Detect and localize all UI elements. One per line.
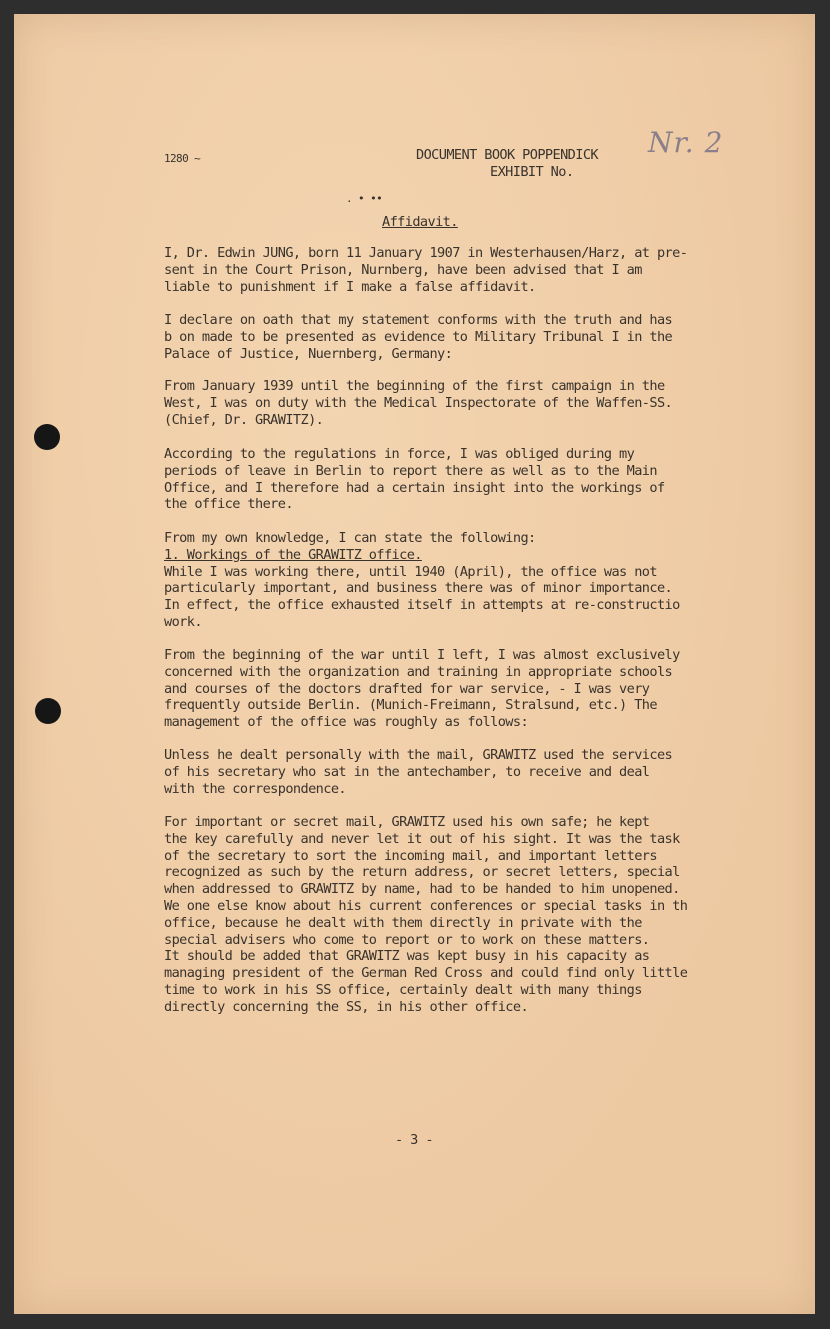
text-line: Palace of Justice, Nuernberg, Germany:	[164, 345, 453, 362]
handwritten-exhibit-number: Nr. 2	[648, 126, 724, 159]
text-line: work.	[164, 613, 202, 630]
document-page	[14, 14, 815, 1314]
text-line: From January 1939 until the beginning of the first campaign in the	[164, 378, 665, 394]
text-line: According to the regulations in force, I was obliged during my	[164, 446, 635, 462]
text-line: recognized as such by the return address, or secret letters, special	[164, 864, 680, 881]
text-line: (Chief, Dr. GRAWITZ).	[164, 411, 324, 428]
punch-hole	[34, 424, 60, 450]
text-line: the office there.	[164, 496, 293, 513]
text-line: concerned with the organization and training in appropriate schools	[164, 663, 673, 680]
text-line: with the correspondence.	[164, 780, 347, 797]
exhibit-label: EXHIBIT No.	[490, 164, 574, 180]
document-book-title: DOCUMENT BOOK POPPENDICK	[416, 147, 599, 163]
text-line: From my own knowledge, I can state the following:	[164, 530, 536, 546]
text-line: particularly important, and business there was of minor importance.	[164, 580, 673, 597]
text-line: sent in the Court Prison, Nurnberg, have been advised that I am	[164, 261, 642, 278]
paragraph-1	[164, 245, 804, 295]
text-line: From the beginning of the war until I left, I was almost exclusively	[164, 647, 680, 663]
text-line: It should be added that GRAWITZ was kept busy in his capacity as	[164, 948, 650, 965]
text-line: For important or secret mail, GRAWITZ used his own safe; he kept	[164, 814, 650, 830]
paragraph-7	[164, 747, 804, 797]
text-line: liable to punishment if I make a false affidavit.	[164, 278, 536, 295]
punch-hole	[35, 698, 61, 724]
text-line: West, I was on duty with the Medical Inspectorate of the Waffen-SS.	[164, 394, 673, 411]
text-line: of the secretary to sort the incoming mail, and important letters	[164, 847, 657, 864]
page-number: - 3 -	[395, 1132, 433, 1148]
text-line: While I was working there, until 1940 (April), the office was not	[164, 563, 657, 580]
text-line: and courses of the doctors drafted for war service, - I was very	[164, 680, 650, 697]
text-line: special advisers who come to report or to work on these matters.	[164, 931, 650, 948]
text-line: In effect, the office exhausted itself in attempts at re-constructio	[164, 597, 680, 614]
text-line: frequently outside Berlin. (Munich-Freimann, Stralsund, etc.) The	[164, 697, 657, 714]
header-marks: . • ••	[346, 192, 383, 205]
affidavit-title: Affidavit.	[382, 214, 458, 230]
paragraph-4	[164, 446, 804, 513]
reference-number: 1280 ~	[164, 152, 201, 165]
section-heading: 1. Workings of the GRAWITZ office.	[164, 546, 422, 563]
paragraph-3	[164, 378, 804, 428]
text-line: directly concerning the SS, in his other office.	[164, 998, 529, 1015]
text-line: management of the office was roughly as follows:	[164, 714, 529, 731]
paragraph-8	[164, 814, 804, 1016]
text-line: Office, and I therefore had a certain insight into the workings of	[164, 479, 665, 496]
paragraph-2	[164, 312, 804, 362]
text-line: time to work in his SS office, certainly dealt with many things	[164, 981, 642, 998]
text-line: of his secretary who sat in the antechamber, to receive and deal	[164, 763, 650, 780]
text-line: when addressed to GRAWITZ by name, had to be handed to him unopened.	[164, 881, 680, 898]
text-line: I declare on oath that my statement conforms with the truth and has	[164, 312, 673, 328]
paragraph-5	[164, 530, 804, 631]
text-line: I, Dr. Edwin JUNG, born 11 January 1907 in Westerhausen/Harz, at pre-	[164, 245, 688, 261]
text-line: periods of leave in Berlin to report there as well as to the Main	[164, 462, 657, 479]
text-line: We one else know about his current conferences or special tasks in th	[164, 897, 688, 914]
text-line: the key carefully and never let it out of his sight. It was the task	[164, 830, 680, 847]
text-line: managing president of the German Red Cross and could find only little	[164, 965, 688, 982]
text-line: office, because he dealt with them directly in private with the	[164, 914, 642, 931]
text-line: b on made to be presented as evidence to Military Tribunal I in the	[164, 328, 673, 345]
paragraph-6	[164, 647, 804, 731]
text-line: Unless he dealt personally with the mail, GRAWITZ used the services	[164, 747, 673, 763]
